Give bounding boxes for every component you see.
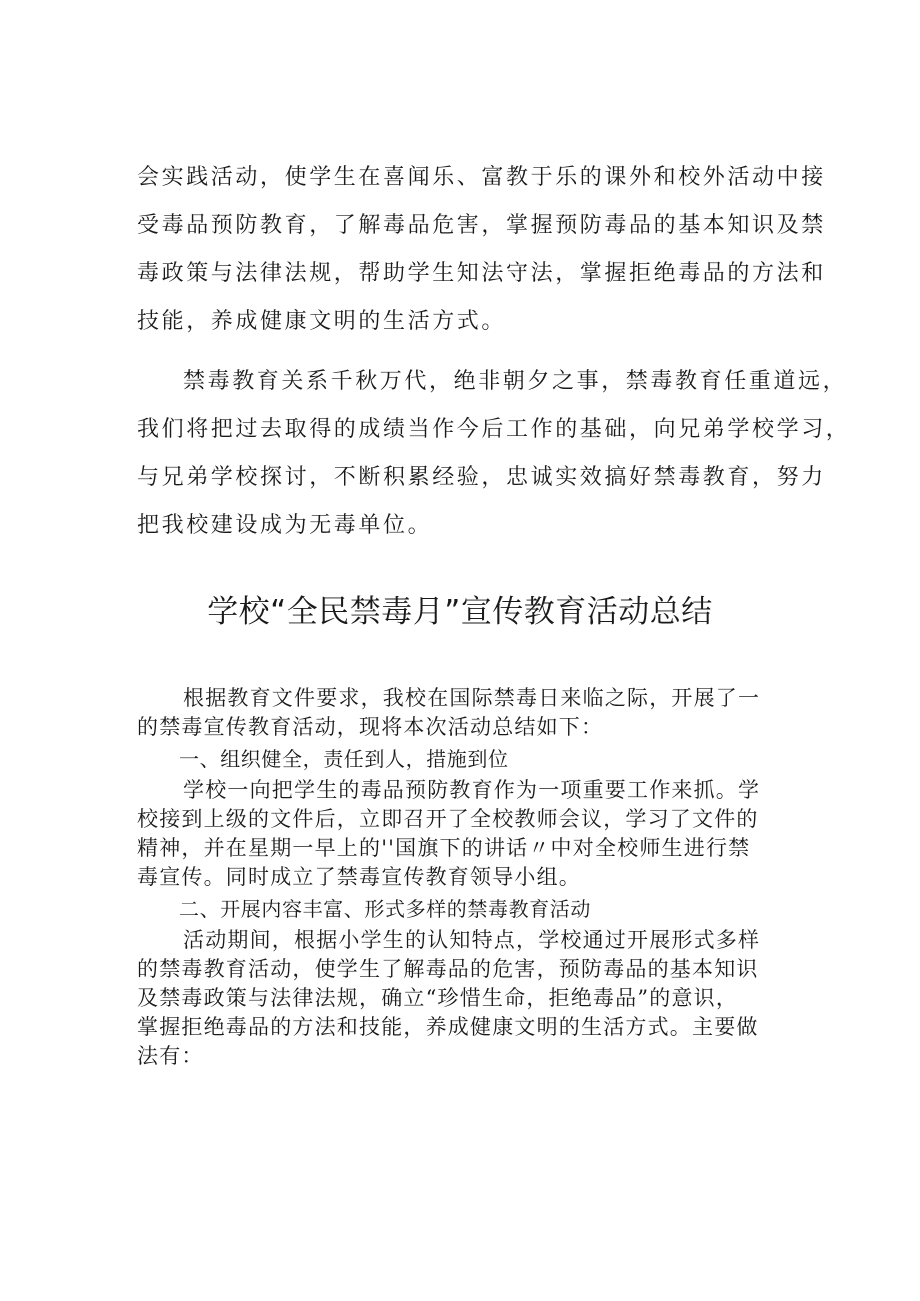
paragraph-line: 受毒品预防教育，了解毒品危害，掌握预防毒品的基本知识及禁 xyxy=(137,213,826,238)
paragraph-line: 及禁毒政策与法律法规，确立“珍惜生命，拒绝毒品”的意识， xyxy=(137,986,739,1010)
continued-text-section xyxy=(137,154,851,550)
summary-section xyxy=(137,684,797,1071)
paragraph-line: 会实践活动，使学生在喜闻乐、富教于乐的课外和校外活动中接 xyxy=(137,165,826,190)
paragraph-line: 的禁毒宣传教育活动，现将本次活动总结如下： xyxy=(137,715,604,739)
section-heading-1: 一、组织健全，责任到人，措施到位 xyxy=(179,747,509,771)
paragraph-line: 活动期间，根据小学生的认知特点，学校通过开展形式多样 xyxy=(183,928,761,952)
paragraph-line: 学校一向把学生的毒品预防教育作为一项重要工作来抓。学 xyxy=(183,778,761,802)
paragraph-line: 技能，养成健康文明的生活方式。 xyxy=(137,309,507,334)
paragraph-line: 法有： xyxy=(137,1044,204,1068)
paragraph-line: 的禁毒教育活动，使学生了解毒品的危害，预防毒品的基本知识 xyxy=(137,957,759,981)
section-heading-2: 二、开展内容丰富、形式多样的禁毒教育活动 xyxy=(179,897,591,921)
paragraph-line: 与兄弟学校探讨，不断积累经验，忠诚实效搞好禁毒教育，努力 xyxy=(137,465,826,490)
paragraph-line: 毒政策与法律法规，帮助学生知法守法，掌握拒绝毒品的方法和 xyxy=(137,261,826,286)
paragraph-line: 掌握拒绝毒品的方法和技能，养成健康文明的生活方式。主要做 xyxy=(137,1015,759,1039)
paragraph-line: 精神，并在星期一早上的''国旗下的讲话〃中对全校师生进行禁 xyxy=(137,836,751,860)
paragraph-line: 根据教育文件要求，我校在国际禁毒日来临之际，开展了一 xyxy=(183,686,761,710)
paragraph-line: 把我校建设成为无毒单位。 xyxy=(137,513,433,538)
paragraph-line: 我们将把过去取得的成绩当作今后工作的基础，向兄弟学校学习， xyxy=(137,417,851,442)
document-title: 学校“全民禁毒月”宣传教育活动总结 xyxy=(207,594,713,630)
paragraph-line: 校接到上级的文件后，立即召开了全校教师会议，学习了文件的 xyxy=(137,807,759,831)
paragraph-line: 毒宣传。同时成立了禁毒宣传教育领导小组。 xyxy=(137,865,581,889)
paragraph-line: 禁毒教育关系千秋万代，绝非朝夕之事，禁毒教育任重道远， xyxy=(183,369,848,394)
